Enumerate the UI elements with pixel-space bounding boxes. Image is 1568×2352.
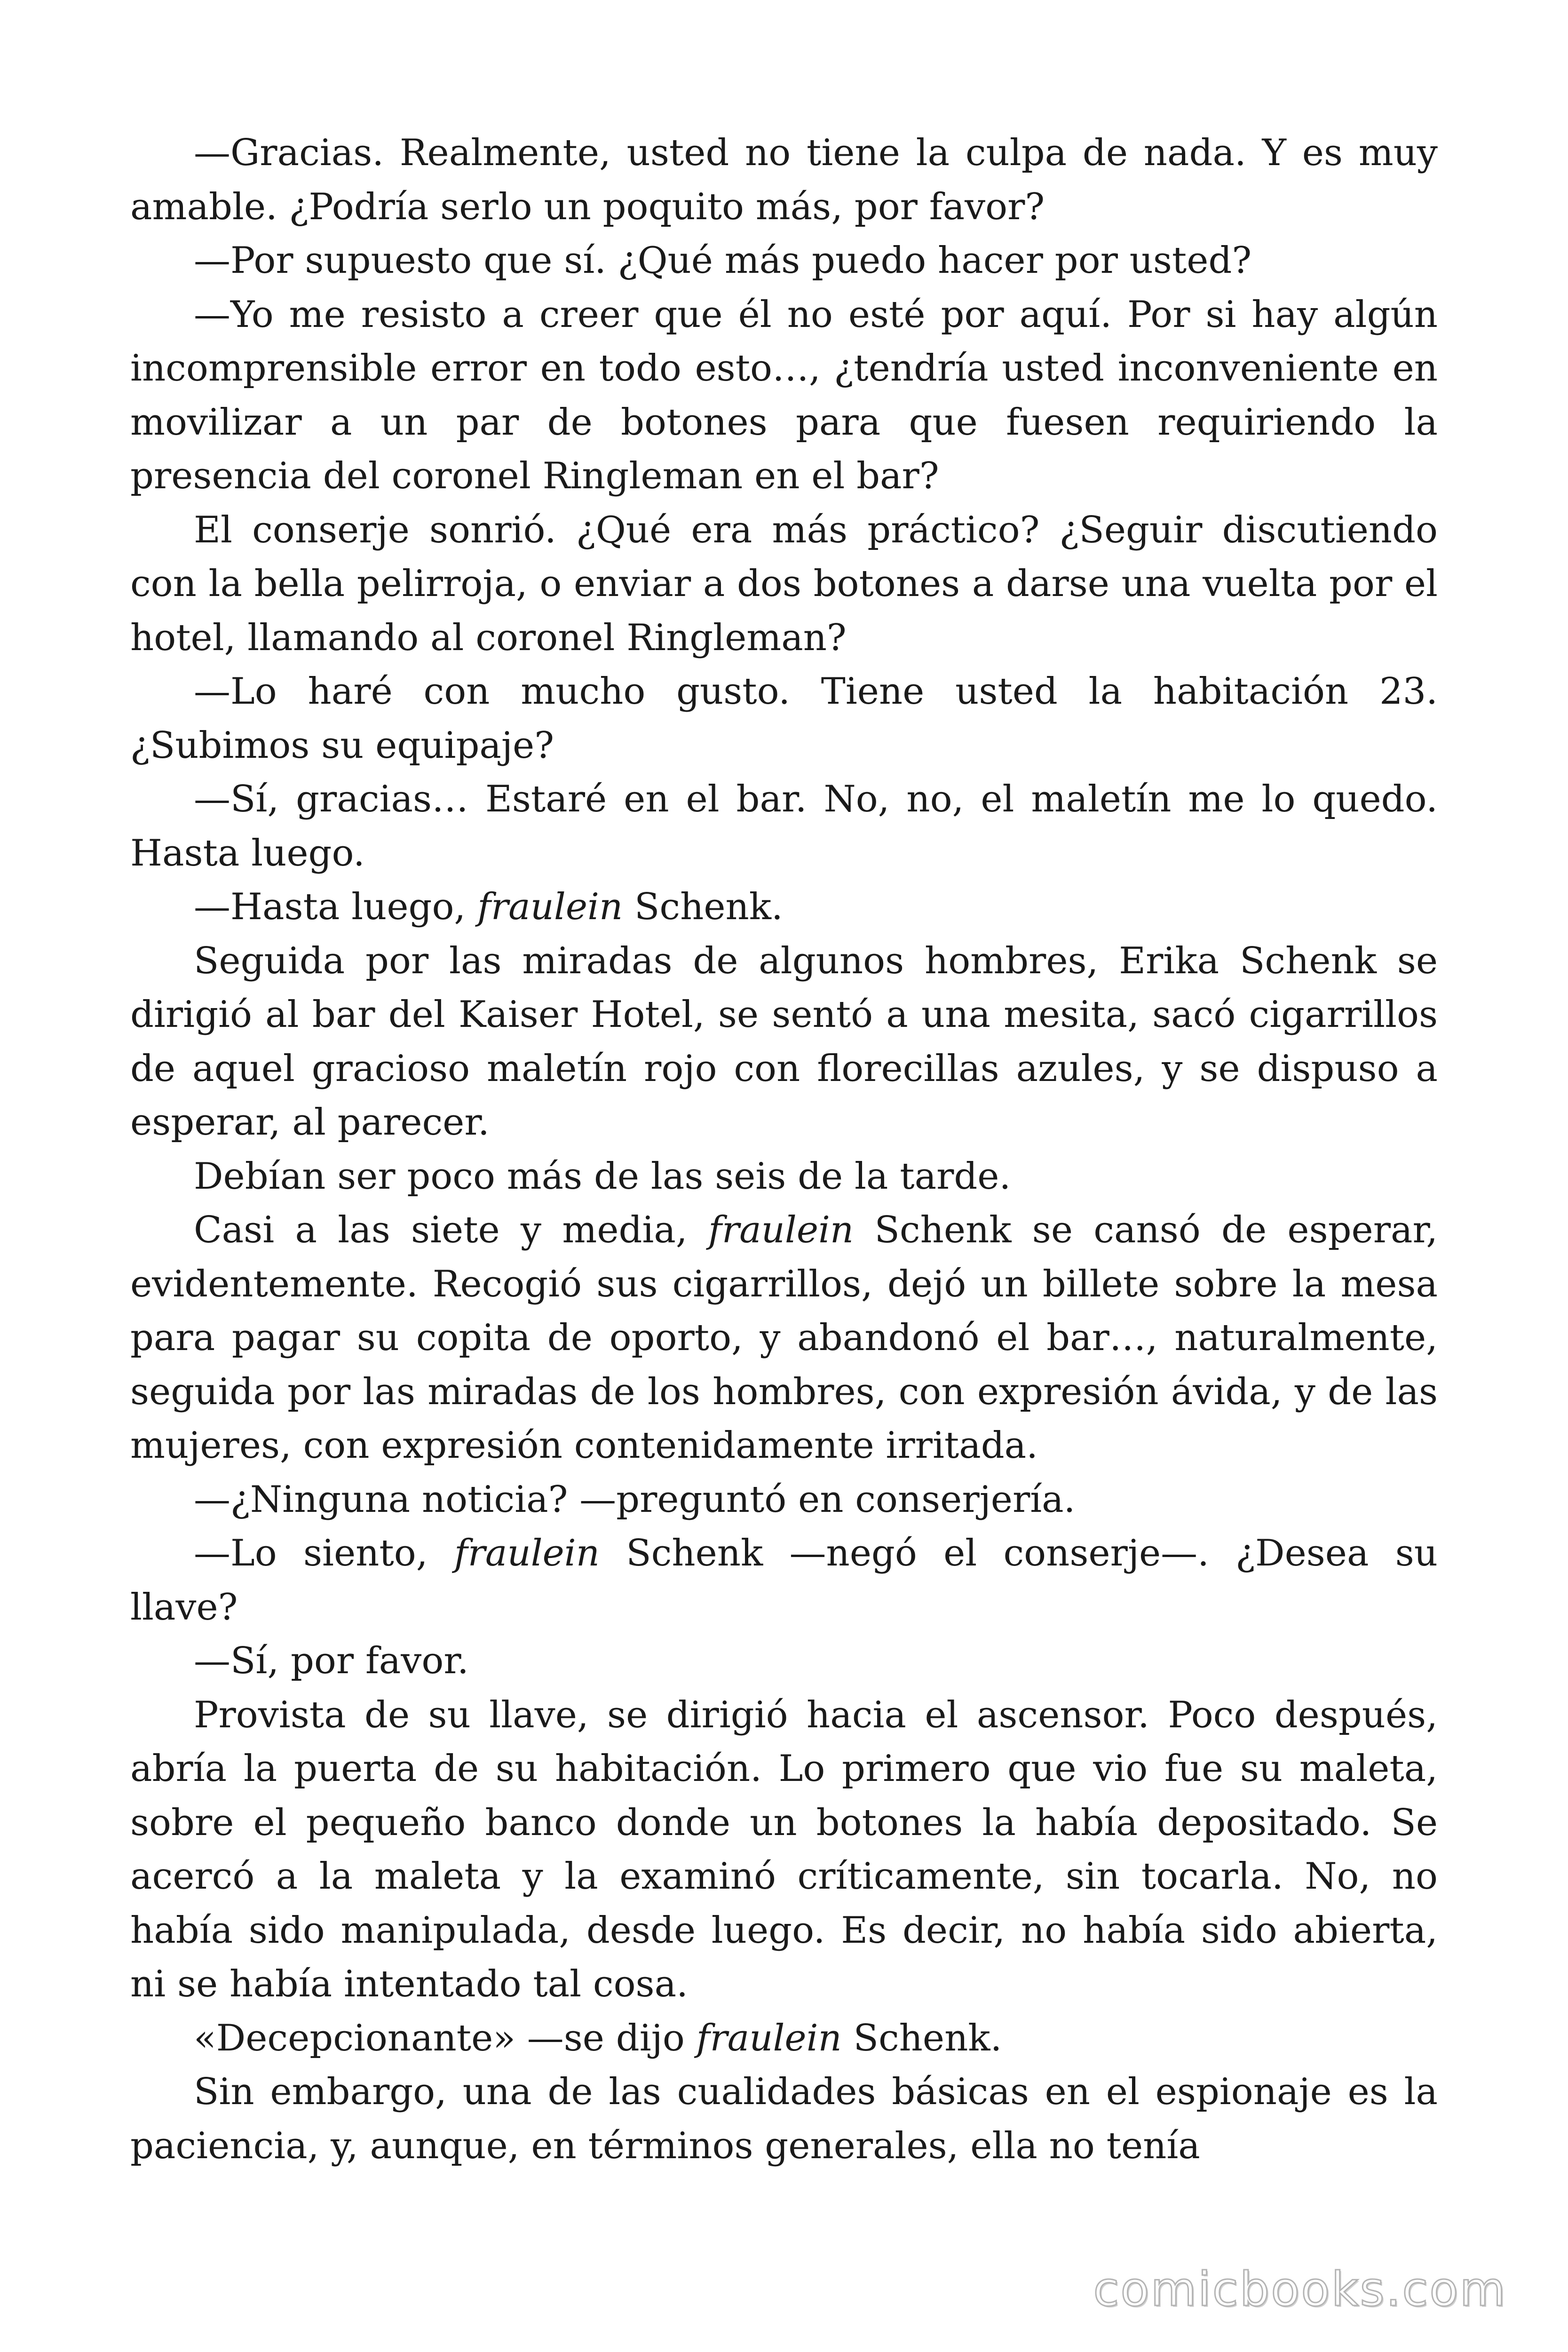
- italic-text: fraulein: [477, 886, 623, 928]
- text-run: «Decepcionante» —se dijo: [194, 2017, 697, 2059]
- text-run: —¿Ninguna noticia? —preguntó en conserjería.: [194, 1478, 1076, 1521]
- paragraph: [130, 2011, 1438, 2066]
- text-run: —Yo me resisto a creer que él no esté por aquí. Por si hay algún incomprensible error en todo esto…, ¿tendría usted inconveniente en movilizar a un par de botones para que fuesen requiriendo la presencia del coronel Ringleman en el bar?: [130, 293, 1438, 497]
- paragraph: [130, 503, 1438, 665]
- paragraph: [130, 2065, 1438, 2173]
- paragraph: [130, 1473, 1438, 1527]
- italic-text: fraulein: [708, 1209, 854, 1251]
- italic-text: fraulein: [454, 1532, 600, 1574]
- text-run: Seguida por las miradas de algunos hombres, Erika Schenk se dirigió al bar del Kaiser Hotel, se sentó a una mesita, sacó cigarrillos de aquel gracioso maletín rojo con florecillas azules, y se dispuso a esperar, al parecer.: [130, 939, 1438, 1144]
- text-run: Schenk.: [623, 886, 783, 928]
- text-run: Sin embargo, una de las cualidades básicas en el espionaje es la paciencia, y, aunque, en términos generales, ella no tenía: [130, 2071, 1438, 2167]
- text-run: El conserje sonrió. ¿Qué era más práctico? ¿Seguir discutiendo con la bella pelirroja, o enviar a dos botones a darse una vuelta por el hotel, llamando al coronel Ringleman?: [130, 509, 1438, 659]
- paragraph: [130, 126, 1438, 234]
- paragraph: [130, 234, 1438, 288]
- italic-text: fraulein: [696, 2017, 842, 2059]
- paragraph: [130, 665, 1438, 772]
- text-run: Debían ser poco más de las seis de la tarde.: [194, 1155, 1011, 1198]
- text-run: Provista de su llave, se dirigió hacia el ascensor. Poco después, abría la puerta de su habitación. Lo primero que vio fue su maleta, sobre el pequeño banco donde un botones la había depositado. Se acercó a la maleta y la examinó críticamente, sin tocarla. No, no había sido manipulada, desde luego. Es decir, no había sido abierta, ni se había intentado tal cosa.: [130, 1693, 1438, 2005]
- text-run: Schenk.: [841, 2017, 1002, 2059]
- paragraph: [130, 880, 1438, 934]
- text-run: Schenk se cansó de esperar, evidentemente. Recogió sus cigarrillos, dejó un billete sobre la mesa para pagar su copita de oporto, y abandonó el bar…, naturalmente, seguida por las miradas de los hombres, con expresión ávida, y de las mujeres, con expresión contenidamente irritada.: [130, 1209, 1438, 1467]
- body-text: [130, 126, 1438, 2173]
- text-run: —Sí, gracias… Estaré en el bar. No, no, el maletín me lo quedo. Hasta luego.: [130, 778, 1438, 874]
- text-run: —Lo siento,: [194, 1532, 454, 1574]
- paragraph: [130, 288, 1438, 503]
- paragraph: [130, 934, 1438, 1150]
- text-run: Casi a las siete y media,: [194, 1209, 708, 1251]
- text-run: —Sí, por favor.: [194, 1640, 469, 1682]
- watermark: comicbooks.com: [1093, 2262, 1507, 2317]
- paragraph: [130, 1203, 1438, 1473]
- paragraph: [130, 772, 1438, 880]
- text-run: —Hasta luego,: [194, 886, 478, 928]
- paragraph: [130, 1526, 1438, 1634]
- paragraph: [130, 1634, 1438, 1688]
- paragraph: [130, 1688, 1438, 2011]
- text-run: Schenk —negó el conserje—. ¿Desea su llave?: [130, 1532, 1438, 1629]
- text-run: —Lo haré con mucho gusto. Tiene usted la habitación 23. ¿Subimos su equipaje?: [130, 670, 1438, 767]
- text-run: —Por supuesto que sí. ¿Qué más puedo hacer por usted?: [194, 239, 1252, 282]
- paragraph: [130, 1150, 1438, 1204]
- text-run: —Gracias. Realmente, usted no tiene la culpa de nada. Y es muy amable. ¿Podría serlo un poquito más, por favor?: [130, 132, 1438, 228]
